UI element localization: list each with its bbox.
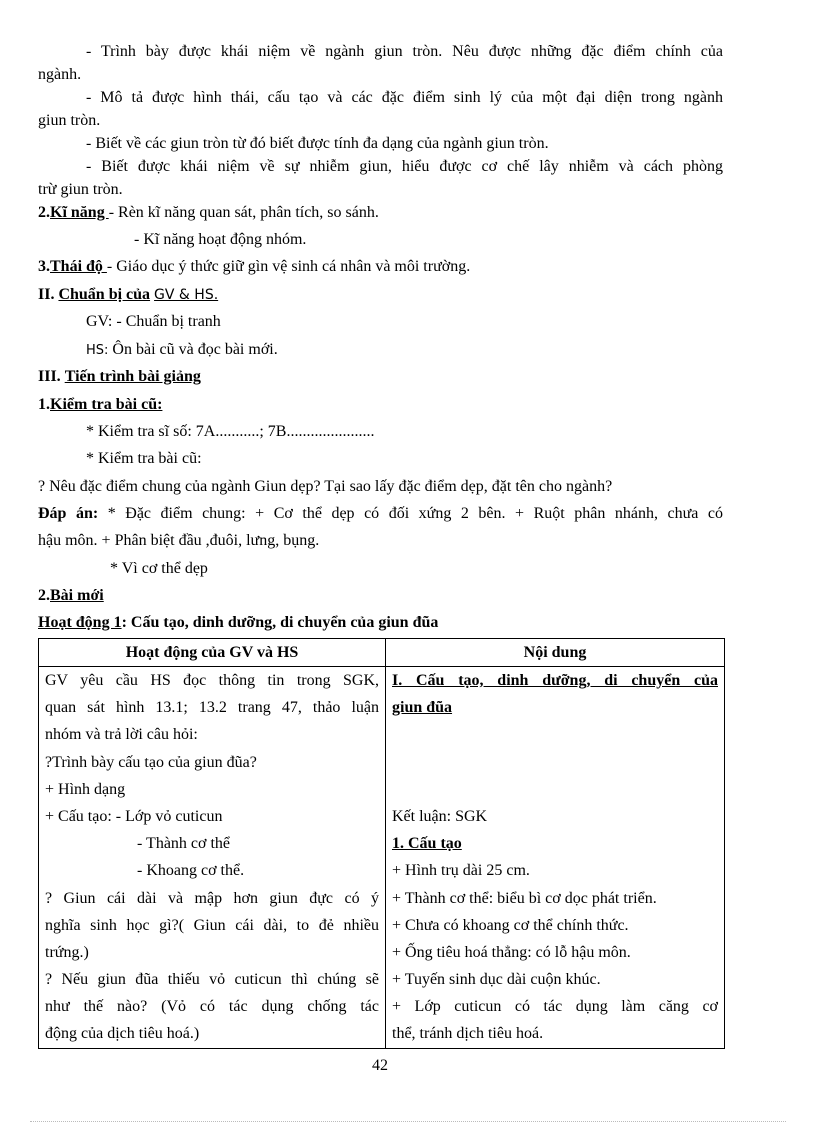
content-line: + Tuyến sinh dục dài cuộn khúc. xyxy=(392,971,601,989)
table-cell-activities xyxy=(39,667,386,1049)
table-left-line: ?Trình bày cấu tạo của giun đũa? xyxy=(45,753,257,771)
process-heading: Tiến trình bài giảng xyxy=(64,368,201,385)
review-answer-line xyxy=(38,503,723,525)
review-attendance: * Kiểm tra sĩ số: 7A...........; 7B...................... xyxy=(86,423,375,440)
table-header-gv-hs: Hoạt động của GV và HS xyxy=(39,639,386,667)
attitude-line xyxy=(38,256,470,278)
table-left-line: trứng.) xyxy=(45,943,89,961)
new-lesson-heading: Bài mới xyxy=(50,587,104,604)
objective-3: - Biết về các giun tròn từ đó biết được tính đa dạng của ngành giun tròn. xyxy=(86,135,549,152)
prep-hs-text: Ôn bài cũ và đọc bài mới. xyxy=(108,341,278,358)
content-line: + Thành cơ thể: biểu bì cơ dọc phát triển. xyxy=(392,889,657,907)
content-conclusion: Kết luận: SGK xyxy=(392,807,488,825)
skills-text-2: - Kĩ năng hoạt động nhóm. xyxy=(134,231,307,248)
content-line: + Chưa có khoang cơ thể chính thức. xyxy=(392,916,629,934)
review-answer-c: * Vì cơ thể dẹp xyxy=(110,560,208,577)
review-answer-text: * Đặc điểm chung: + Cơ thể dẹp có đối xứng 2 bên. + Ruột phân nhánh, chưa có xyxy=(98,505,723,522)
review-heading: Kiểm tra bài cũ: xyxy=(50,396,163,413)
table-row xyxy=(39,667,725,1049)
objective-1b: ngành. xyxy=(38,66,82,83)
objective-1a: - Trình bày được khái niệm về ngành giun tròn. Nêu được những đặc điểm chính của xyxy=(86,43,723,60)
content-heading-a: I. Cấu tạo, dinh dưỡng, di chuyển của xyxy=(392,672,718,689)
review-heading-line xyxy=(38,394,162,416)
new-lesson-heading-line xyxy=(38,585,104,607)
content-line: + Hình trụ dài 25 cm. xyxy=(392,862,530,880)
table-left-line: - Thành cơ thể xyxy=(137,835,231,853)
objective-4b: trừ giun tròn. xyxy=(38,181,123,198)
activity-title-line xyxy=(38,612,438,634)
page-number: 42 xyxy=(372,1057,388,1074)
table-header-content: Nội dung xyxy=(386,639,725,667)
attitude-number: 3. xyxy=(38,258,50,275)
skills-line xyxy=(38,202,379,224)
table-left-line: nhóm và trả lời câu hỏi: xyxy=(45,726,198,744)
attitude-text: - Giáo dục ý thức giữ gìn vệ sinh cá nhân và môi trường. xyxy=(106,258,471,275)
content-heading-b: giun đũa xyxy=(392,699,453,717)
prep-gv: GV: - Chuẩn bị tranh xyxy=(86,313,221,330)
skills-number: 2. xyxy=(38,204,50,221)
table-cell-content xyxy=(386,667,725,1049)
objective-2b: giun tròn. xyxy=(38,112,101,129)
prep-heading-line xyxy=(38,284,218,306)
activity-title: : Cấu tạo, dinh dưỡng, di chuyển của giun đũa xyxy=(121,614,439,631)
content-structure-heading: 1. Cấu tạo xyxy=(392,835,462,853)
process-number: III. xyxy=(38,368,61,385)
table-left-line: + Cấu tạo: - Lớp vỏ cuticun xyxy=(45,807,223,825)
table-left-line: - Khoang cơ thể. xyxy=(137,862,245,880)
table-left-line: + Hình dạng xyxy=(45,780,126,798)
process-heading-line xyxy=(38,366,201,388)
table-left-line: nghĩa sinh học gì?( Giun cái dài, to đẻ nhiều xyxy=(45,916,379,934)
prep-hs-line xyxy=(86,339,278,362)
page-bottom-divider xyxy=(30,1121,786,1122)
review-check: * Kiểm tra bài cũ: xyxy=(86,450,202,467)
skills-heading: Kĩ năng xyxy=(50,204,109,221)
review-number: 1. xyxy=(38,396,50,413)
table-left-line: ? Giun cái dài và mập hơn giun đực có ý xyxy=(45,889,379,907)
attitude-heading: Thái độ xyxy=(50,258,107,275)
table-left-line: GV yêu cầu HS đọc thông tin trong SGK, xyxy=(45,672,379,689)
activity-label: Hoạt động 1 xyxy=(38,614,122,631)
prep-heading-2: GV & HS. xyxy=(154,287,219,303)
new-lesson-number: 2. xyxy=(38,587,50,604)
review-answer-label: Đáp án: xyxy=(38,505,99,522)
objective-2a: - Mô tả được hình thái, cấu tạo và các đặc điểm sinh lý của một đại diện trong ngành xyxy=(86,89,723,106)
content-line: thể, tránh dịch tiêu hoá. xyxy=(392,1025,544,1043)
prep-number: II. xyxy=(38,286,55,303)
skills-text-1: - Rèn kĩ năng quan sát, phân tích, so sánh. xyxy=(108,204,379,221)
objective-4a: - Biết được khái niệm về sự nhiễm giun, hiểu được cơ chế lây nhiễm và cách phòng xyxy=(86,158,723,175)
table-left-line: động của dịch tiêu hoá.) xyxy=(45,1025,200,1043)
review-answer-b: hậu môn. + Phân biệt đầu ,đuôi, lưng, bụng. xyxy=(38,532,320,549)
table-left-line: ? Nếu giun đũa thiếu vỏ cuticun thì chúng sẽ xyxy=(45,971,379,989)
table-left-line: quan sát hình 13.1; 13.2 trang 47, thảo luận xyxy=(45,699,379,717)
table-left-line: như thế nào? (Vỏ có tác dụng chống tác xyxy=(45,998,379,1016)
content-line: + Ống tiêu hoá thẳng: có lỗ hậu môn. xyxy=(392,943,631,961)
prep-heading: Chuẩn bị của xyxy=(58,286,151,303)
content-line: + Lớp cuticun có tác dụng làm căng cơ xyxy=(392,998,718,1016)
review-question: ? Nêu đặc điểm chung của ngành Giun dẹp? Tại sao lấy đặc điểm dẹp, đặt tên cho ngành? xyxy=(38,478,613,495)
prep-hs-label: HS: xyxy=(86,343,109,358)
table-header-row xyxy=(39,639,725,667)
activity-table xyxy=(38,638,725,1049)
